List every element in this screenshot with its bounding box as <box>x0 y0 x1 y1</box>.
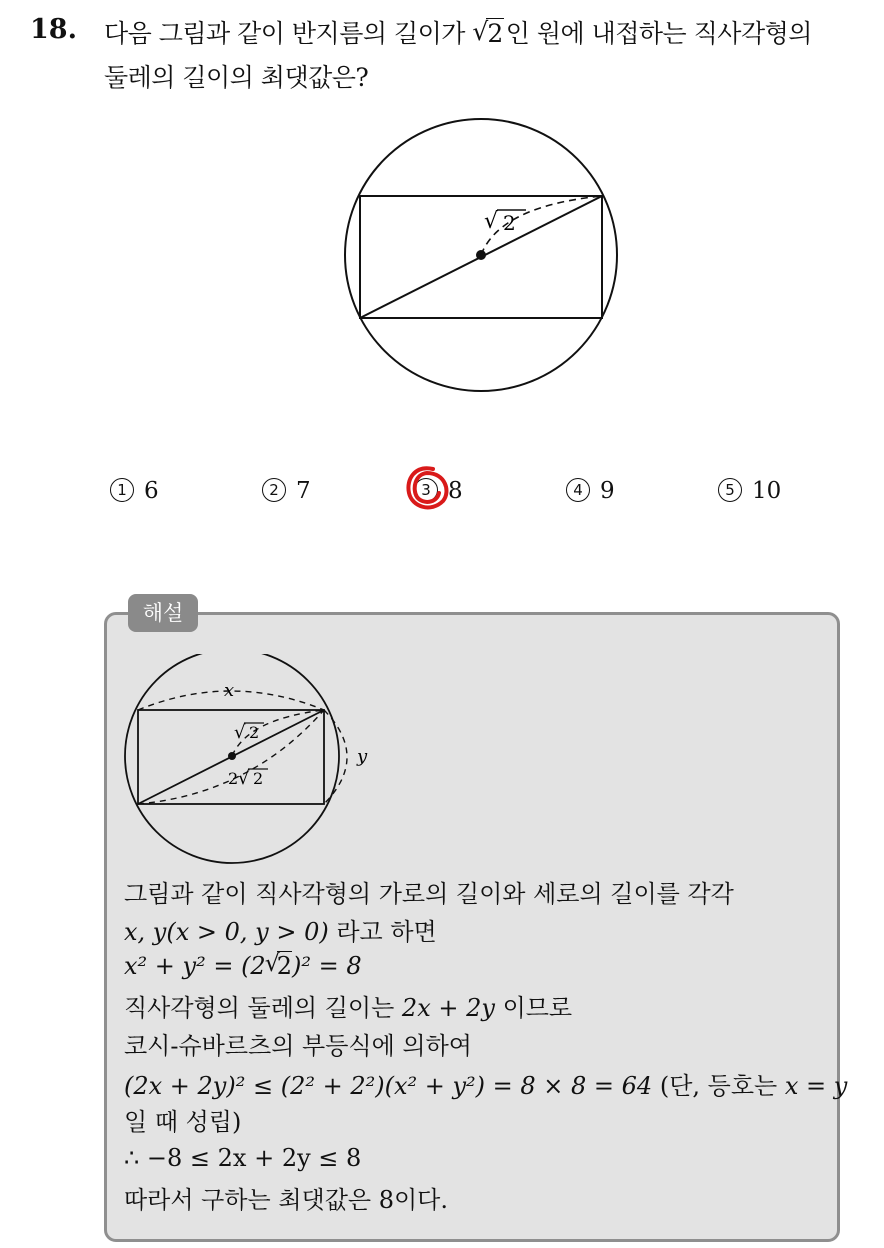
solution-line-8: ∴ −8 ≤ 2x + 2y ≤ 8 <box>124 1144 362 1172</box>
radical-sign: √ <box>484 209 499 234</box>
choice-5[interactable] <box>718 478 781 504</box>
question-figure <box>340 116 622 398</box>
choice-number: 1 <box>110 478 134 502</box>
solution-line-5: 코시-슈바르츠의 부등식에 의하여 <box>124 1032 472 1060</box>
y-label: y <box>357 746 368 767</box>
choice-number: 5 <box>718 478 742 502</box>
choice-value: 8 <box>448 478 463 504</box>
question-text-part: 인 원에 내접하는 직사각형의 <box>505 19 812 48</box>
solution-math: x = y <box>784 1072 848 1100</box>
solution-math: x, y(x > 0, y > 0) <box>124 918 329 946</box>
solution-line-1: 그림과 같이 직사각형의 가로의 길이와 세로의 길이를 각각 <box>124 880 734 908</box>
solution-line-4 <box>124 988 572 1023</box>
choice-number: 2 <box>262 478 286 502</box>
question-text-line-2: 둘레의 길이의 최댓값은? <box>104 63 369 92</box>
solution-line-9: 따라서 구하는 최댓값은 8이다. <box>124 1186 448 1214</box>
question-text-part: 다음 그림과 같이 반지름의 길이가 <box>104 19 465 48</box>
question-number: 18. <box>30 14 77 45</box>
radical-sign: √ <box>234 722 246 743</box>
radius-label: 2 <box>503 211 516 235</box>
radical-sign: √ <box>238 768 250 789</box>
choice-value: 6 <box>144 478 159 504</box>
sqrt-expression <box>266 952 292 980</box>
sqrt-radicand: 2 <box>276 952 292 980</box>
question-text-line-1 <box>104 14 812 50</box>
sqrt-expression <box>474 19 503 48</box>
choice-value: 9 <box>600 478 615 504</box>
solution-math: 2x + 2y <box>401 994 495 1022</box>
solution-math: (2x + 2y)² ≤ (2² + 2²)(x² + y²) = 8 × 8 = 64 <box>124 1072 653 1100</box>
solution-tab: 해설 <box>128 594 198 632</box>
solution-line-7: 일 때 성립) <box>124 1108 242 1136</box>
sqrt-radicand: 2 <box>487 19 503 48</box>
choice-value: 10 <box>752 478 782 504</box>
height-dashed-arc <box>324 710 347 804</box>
diagonal-label-coef: 2 <box>228 769 239 788</box>
solution-text: 라고 하면 <box>336 918 437 946</box>
choice-1[interactable] <box>110 478 159 504</box>
solution-line-6 <box>124 1066 847 1101</box>
solution-figure <box>120 654 380 864</box>
choice-4[interactable] <box>566 478 615 504</box>
choice-value: 7 <box>296 478 311 504</box>
diagonal-label-radicand: 2 <box>253 769 264 788</box>
solution-math: )² = 8 <box>291 952 362 980</box>
x-label: x <box>224 680 235 701</box>
solution-text: (단, 등호는 <box>659 1072 778 1100</box>
choice-number: 4 <box>566 478 590 502</box>
answer-mark-icon <box>403 465 451 515</box>
solution-text: 이므로 <box>502 994 573 1022</box>
solution-line-3 <box>124 952 362 980</box>
solution-text: 직사각형의 둘레의 길이는 <box>124 994 395 1022</box>
solution-line-2 <box>124 912 437 947</box>
solution-math: x² + y² = (2 <box>124 952 266 980</box>
choice-number: 3 <box>414 478 438 502</box>
choice-2[interactable] <box>262 478 311 504</box>
radius-label: 2 <box>249 723 260 742</box>
